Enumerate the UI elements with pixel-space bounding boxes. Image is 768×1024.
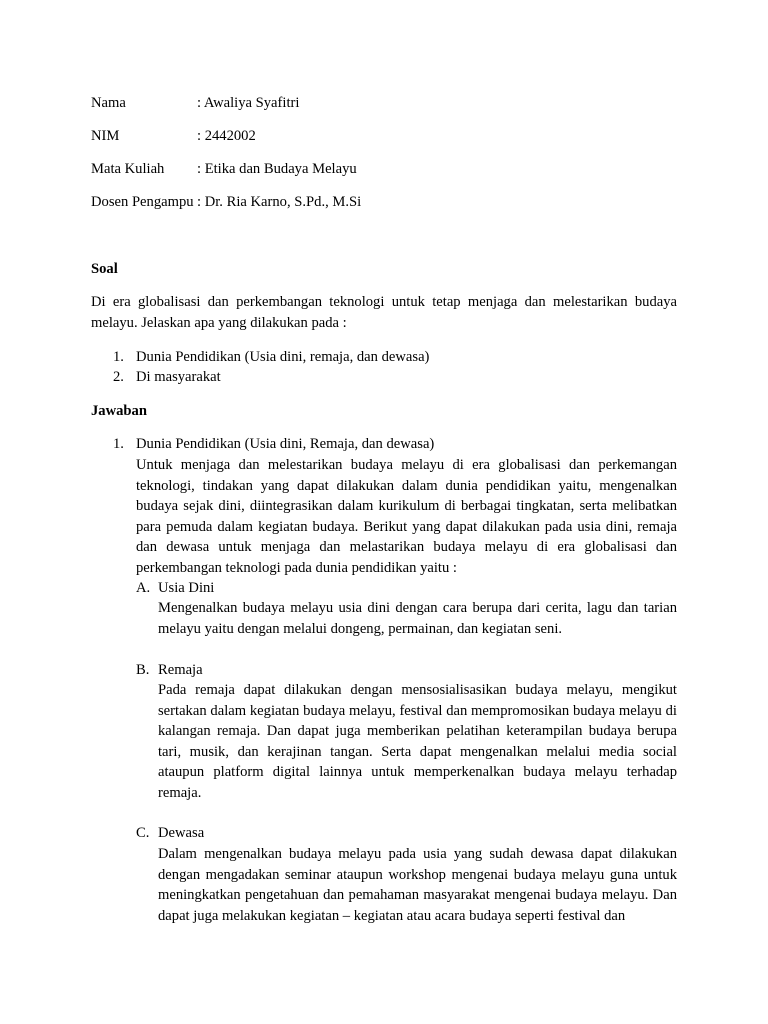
sub-item-letter: B. <box>136 662 150 678</box>
sub-item-title: Remaja <box>158 662 203 678</box>
sub-item-letter: C. <box>136 825 150 841</box>
soal-item-number: 2. <box>113 369 124 385</box>
nama-label: Nama <box>91 95 126 111</box>
soal-heading: Soal <box>91 261 118 277</box>
soal-text: Di era globalisasi dan perkembangan teknologi untuk tetap menjaga dan melestarikan budaya melayu. Jelaskan apa yang dilakukan pada : <box>91 294 677 331</box>
soal-item-text: Dunia Pendidikan (Usia dini, remaja, dan dewasa) <box>136 349 430 365</box>
soal-item-text: Di masyarakat <box>136 369 221 385</box>
sub-item-title: Usia Dini <box>158 580 215 596</box>
dosen-label: Dosen Pengampu <box>91 194 194 210</box>
sub-item-title: Dewasa <box>158 825 205 841</box>
sub-item-text: Pada remaja dapat dilakukan dengan mensosialisasikan budaya melayu, mengikut sertakan dalam kegiatan budaya melayu, festival dan mempromosikan budaya melayu di kalangan remaja. Dan dapat juga memberikan pelatihan keterampilan budaya berupa tari, musik, dan kerajinan tangan. Serta dapat mengenalkan melalui media social ataupun platform digital lainnya untuk memperkenalkan budaya melayu terhadap remaja. <box>158 682 677 801</box>
nama-value: : Awaliya Syafitri <box>197 95 300 111</box>
soal-item-number: 1. <box>113 349 124 365</box>
jawaban-item-text: Untuk menjaga dan melestarikan budaya melayu di era globalisasi dan perkemangan teknologi, tindakan yang dapat dilakukan dalam dunia pendidikan yaitu, mengenalkan budaya sejak dini, diintegrasikan dalam kurikulum di berbagai tingkatan, serta melibatkan para pemuda dalam kegiatan budaya. Berikut yang dapat dilakukan pada usia dini, remaja dan dewasa untuk menjaga dan melastarikan budaya melayu di era globalisasi dan perkembangan teknologi pada dunia pendidikan yaitu : <box>136 457 677 576</box>
jawaban-item-title: Dunia Pendidikan (Usia dini, Remaja, dan dewasa) <box>136 436 435 452</box>
dosen-value: : Dr. Ria Karno, S.Pd., M.Si <box>197 194 362 210</box>
sub-item-text: Mengenalkan budaya melayu usia dini dengan cara berupa dari cerita, lagu dan tarian melayu yaitu dengan melalui dongeng, permainan, dan kegiatan seni. <box>158 600 677 637</box>
mata-kuliah-label: Mata Kuliah <box>91 161 165 177</box>
sub-item-text: Dalam mengenalkan budaya melayu pada usia yang sudah dewasa dapat dilakukan dengan mengadakan seminar ataupun workshop mengenai budaya melayu guna untuk meningkatkan pengetahuan dan pemahaman masyarakat mengenai budaya melayu. Dan dapat juga melakukan kegiatan – kegiatan atau acara budaya seperti festival dan <box>158 846 677 924</box>
sub-item-letter: A. <box>136 580 151 596</box>
nim-label: NIM <box>91 128 120 144</box>
jawaban-item-number: 1. <box>113 436 124 452</box>
mata-kuliah-value: : Etika dan Budaya Melayu <box>197 161 357 177</box>
jawaban-heading: Jawaban <box>91 403 147 419</box>
nim-value: : 2442002 <box>197 128 256 144</box>
